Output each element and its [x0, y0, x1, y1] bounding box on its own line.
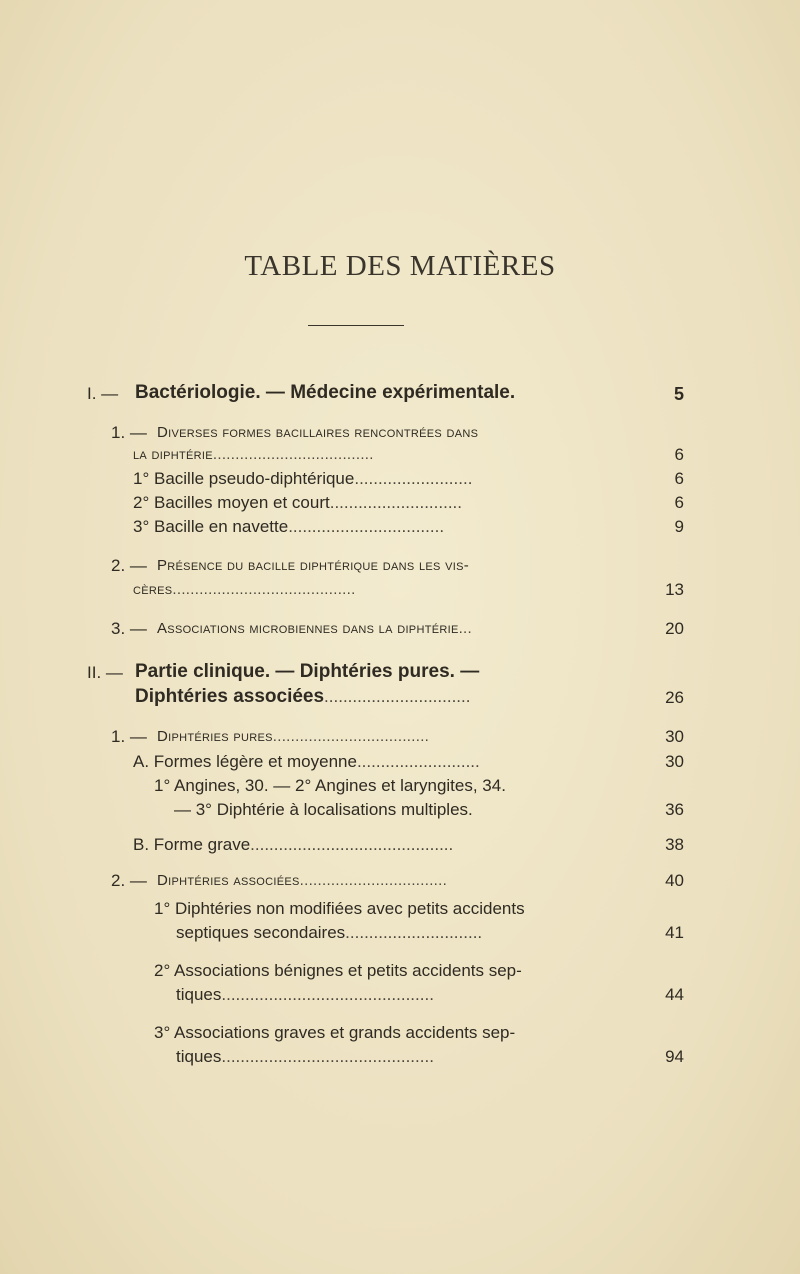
- title-divider: [308, 325, 404, 326]
- toc-page-number: 13: [665, 580, 684, 599]
- leader-dots: .................................: [299, 872, 448, 889]
- page-title: TABLE DES MATIÈRES: [244, 250, 556, 282]
- toc-text: 2° Bacilles moyen et court............................: [133, 493, 462, 512]
- leader-dots: .................................: [288, 517, 445, 536]
- toc-text: 1° Bacille pseudo-diphtérique.........................: [133, 469, 473, 488]
- toc-text: — 3° Diphtérie à localisations multiples.: [174, 800, 473, 819]
- toc-page-number: 6: [674, 469, 684, 488]
- toc-page-number: 30: [665, 727, 684, 746]
- toc-text: Diphtéries pures...................................: [157, 728, 430, 745]
- toc-number: 2. —: [111, 556, 147, 575]
- toc-text: B. Forme grave...........................................: [133, 835, 454, 854]
- toc-page-number: 38: [665, 835, 684, 854]
- toc-text: la diphtérie....................................: [133, 446, 374, 463]
- toc-text: tiques.............................................: [176, 985, 434, 1004]
- toc-text: 1° Diphtéries non modifiées avec petits accidents: [154, 899, 525, 918]
- toc-number: 3. —: [111, 619, 147, 638]
- toc-page-number: 26: [665, 688, 684, 707]
- leader-dots: .............................................: [221, 1047, 434, 1066]
- leader-dots: .............................: [345, 923, 483, 942]
- toc-text: 2° Associations bénignes et petits accidents sep-: [154, 961, 522, 980]
- toc-text: A. Formes légère et moyenne..........................: [133, 752, 480, 771]
- toc-page-number: 44: [665, 985, 684, 1004]
- toc-text: Présence du bacille diphtérique dans les vis-: [157, 557, 470, 574]
- toc-page-number: 6: [674, 445, 684, 464]
- toc-text: 3° Bacille en navette.................................: [133, 517, 445, 536]
- toc-page-number: 36: [665, 800, 684, 819]
- toc-page-number: 94: [665, 1047, 684, 1066]
- toc-text: 3° Associations graves et grands accidents sep-: [154, 1023, 516, 1042]
- leader-dots: ....................................: [212, 446, 374, 463]
- toc-number: I. —: [87, 384, 119, 403]
- toc-number: 1. —: [111, 727, 147, 746]
- leader-dots: ...: [458, 620, 472, 637]
- toc-number: II. —: [87, 663, 123, 682]
- toc-text: Diphtéries associées.................................: [157, 872, 448, 889]
- toc-text: 1° Angines, 30. — 2° Angines et laryngites, 34.: [154, 776, 506, 795]
- leader-dots: ...............................: [324, 687, 471, 706]
- toc-page-number: 5: [673, 384, 684, 404]
- toc-section-heading: Bactériologie. — Médecine expérimentale.: [135, 382, 516, 403]
- toc-section-heading: Diphtéries associées...............................: [135, 686, 471, 707]
- toc-page-number: 30: [665, 752, 684, 771]
- toc-number: 2. —: [111, 871, 147, 890]
- leader-dots: ..........................: [356, 752, 480, 771]
- toc-text: Associations microbiennes dans la diphtérie...: [157, 620, 472, 637]
- toc-text: tiques.............................................: [176, 1047, 434, 1066]
- leader-dots: ...................................: [272, 728, 430, 745]
- toc-text: septiques secondaires.............................: [176, 923, 483, 942]
- toc-number: 1. —: [111, 423, 147, 442]
- toc-section-heading: Partie clinique. — Diphtéries pures. —: [135, 661, 480, 682]
- toc-page-number: 40: [665, 871, 684, 890]
- leader-dots: ............................: [329, 493, 462, 512]
- toc-page-number: 9: [674, 517, 684, 536]
- leader-dots: .........................: [354, 469, 473, 488]
- leader-dots: .........................................: [172, 581, 356, 598]
- leader-dots: .............................................: [221, 985, 434, 1004]
- toc-page-number: 20: [665, 619, 684, 638]
- toc-text: cères.........................................: [133, 581, 356, 598]
- leader-dots: ...........................................: [250, 835, 454, 854]
- toc-page-number: 41: [665, 923, 684, 942]
- toc-text: Diverses formes bacillaires rencontrées dans: [157, 424, 479, 441]
- toc-page-number: 6: [674, 493, 684, 512]
